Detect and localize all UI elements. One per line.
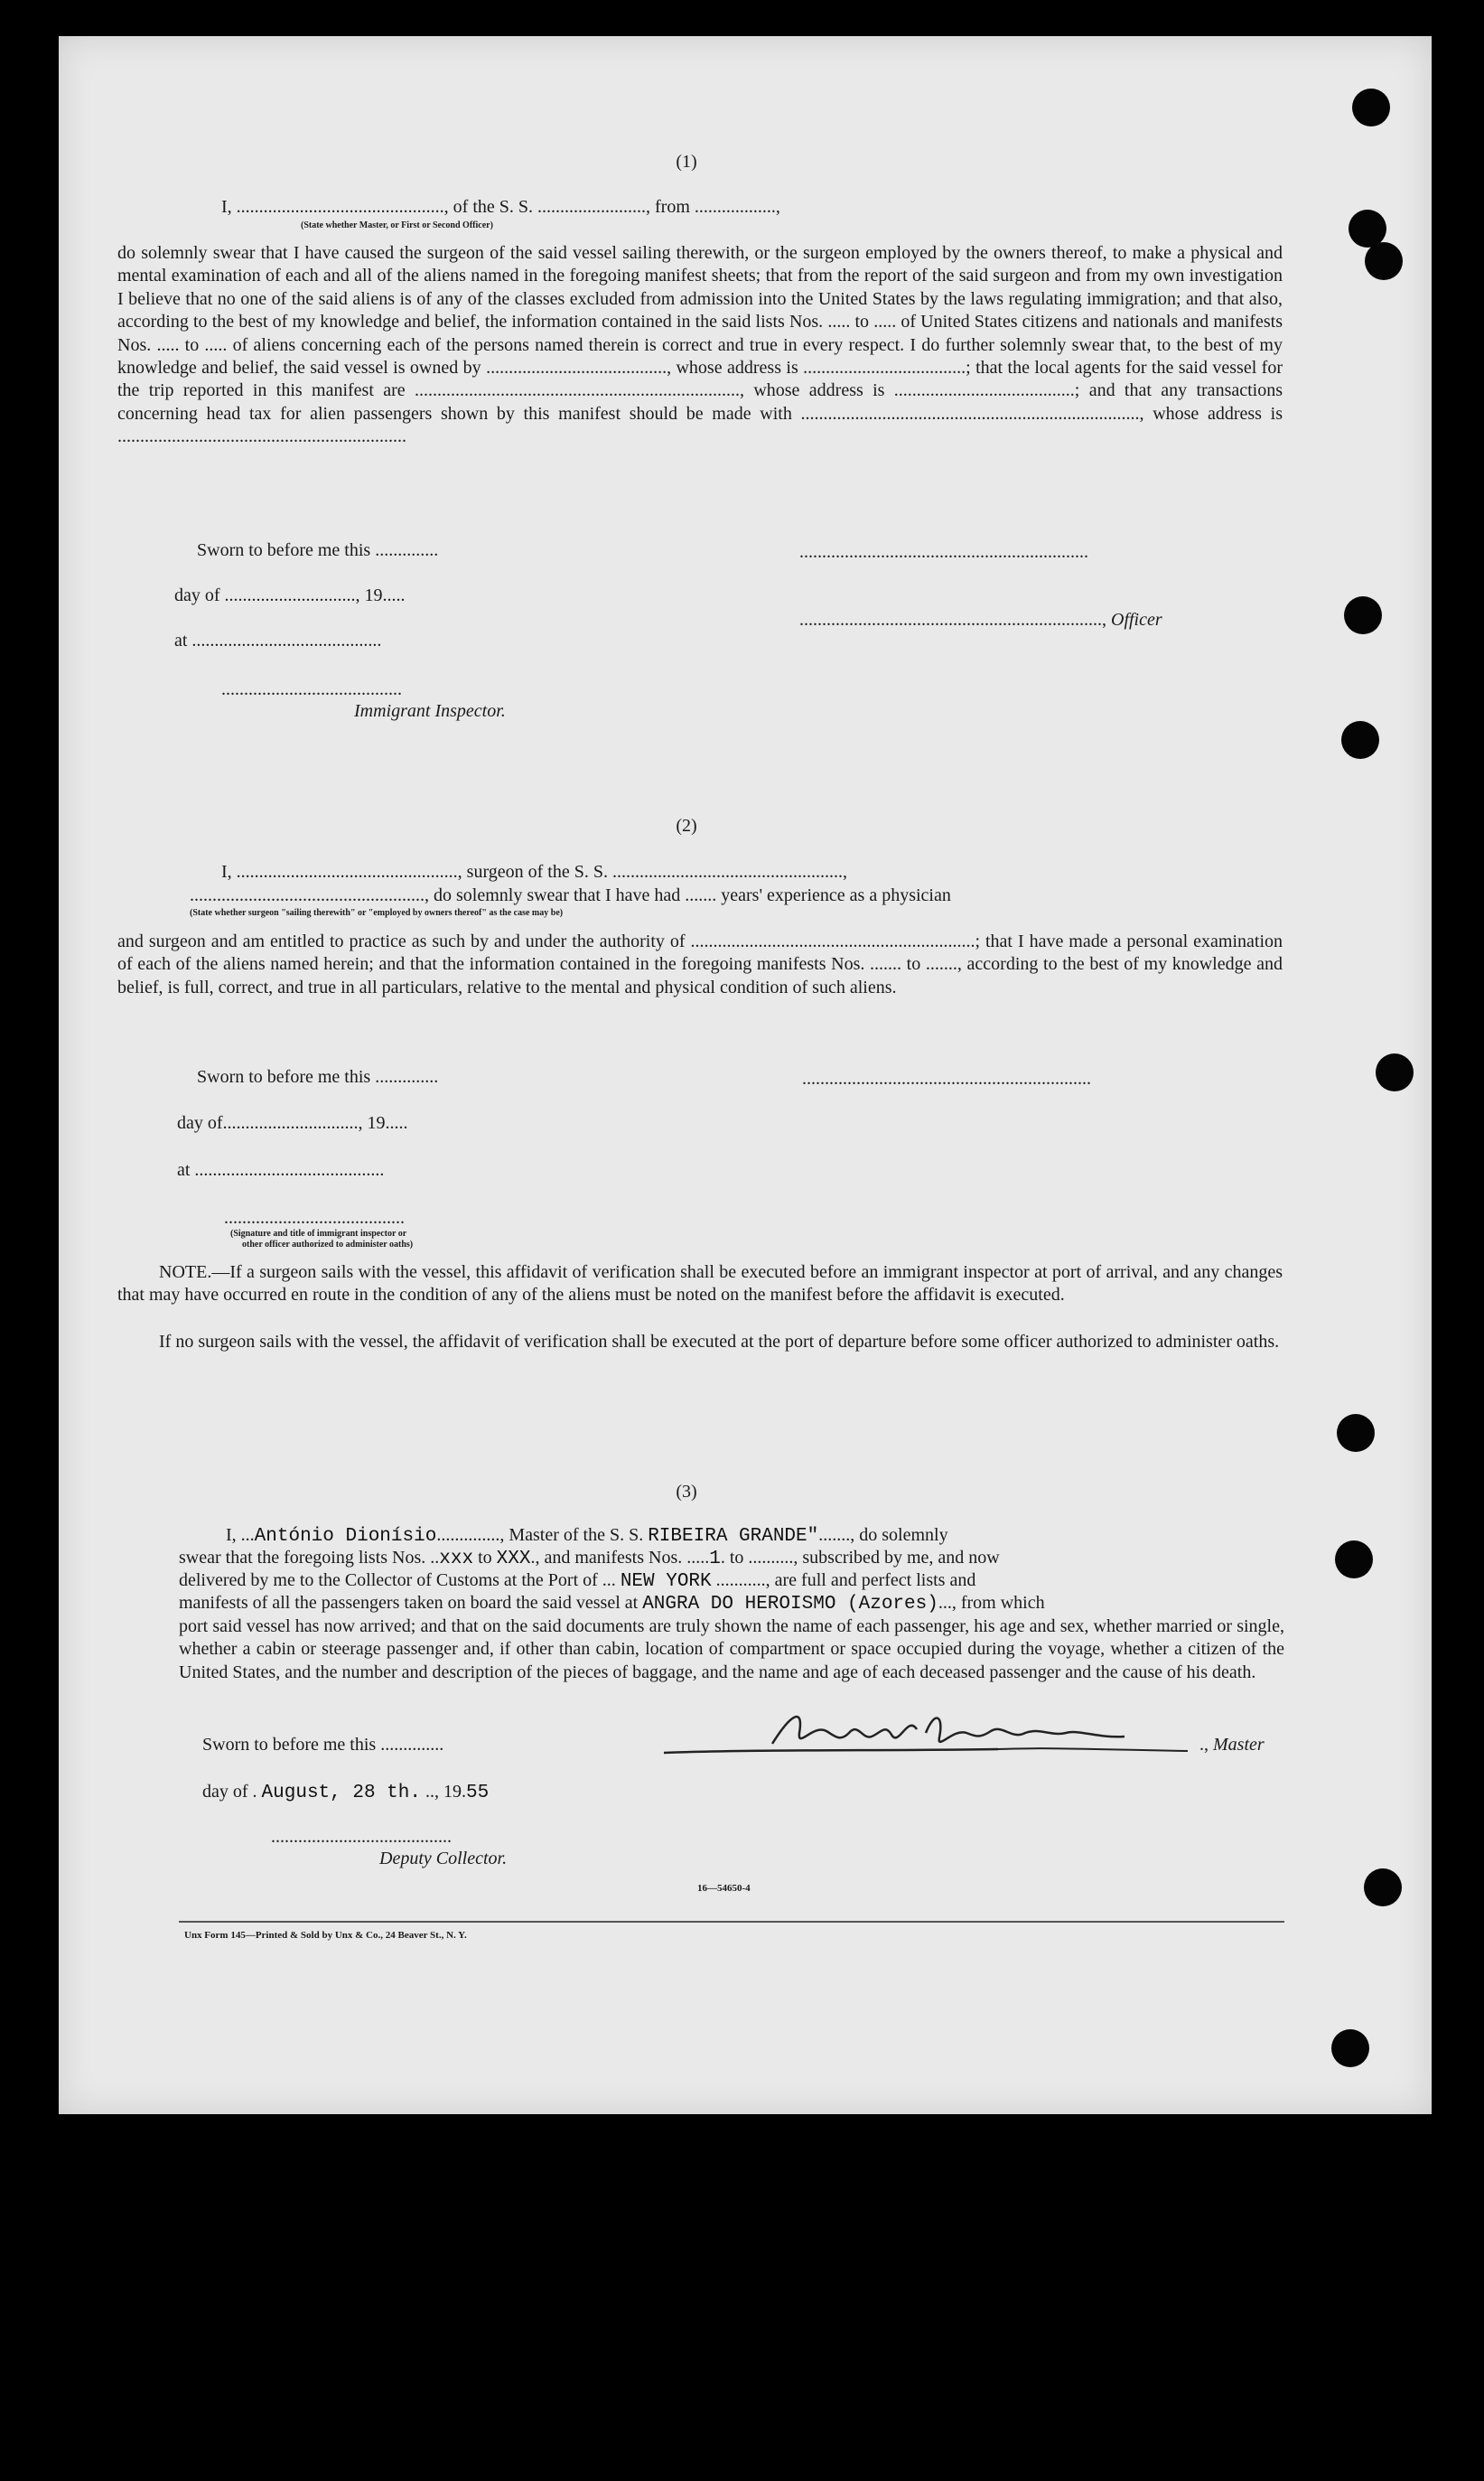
section1-at: at .......................................... (174, 631, 382, 651)
lists-from-field: xxx (439, 1549, 474, 1569)
section3-master-line: ., Master (1199, 1735, 1265, 1755)
punch-hole (1337, 1414, 1375, 1452)
section1-oath-text: do solemnly swear that I have caused the surgeon of the said vessel sailing therewith, or the surgeon employed by the owners thereof, to make a physical and mental examination of each and all of the aliens named in the foregoing manifest sheets; that from the report of the said surgeon and from my own investigation I believe that no one of the said aliens is of any of the classes excluded from admission into the United States by the laws regulating immigration; and that also, according to the best of my knowledge and belief, the information contained in the said lists Nos. ..... to ..... of United States citizens and nationals and manifests Nos. ..... to ..... of aliens concerning each of the persons named therein is correct and true in every respect. I do further solemnly swear that, to the best of my knowledge and belief, the said vessel is owned by ........................................, whose address is ....................................; that the local agents for the said vessel for the trip reported in this manifest are ........................................................................, whose address is ........................................; and that any transactions concerning head tax for alien passengers shown by this manifest should be made with ..........................................................................., whose address is ................................................................ (117, 243, 1283, 447)
section3-sworn: Sworn to before me this .............. (202, 1735, 444, 1755)
section1-officer-label: Officer (1111, 610, 1162, 630)
manifest-from-field: 1 (709, 1549, 721, 1569)
punch-hole (1364, 1868, 1402, 1906)
section3-collector-label: Deputy Collector. (379, 1849, 508, 1868)
section3-number: (3) (676, 1482, 697, 1502)
ship-name-field: RIBEIRA GRANDE" (648, 1526, 819, 1547)
day-year-field: 55 (465, 1783, 490, 1803)
section1-day: day of ............................., 19..... (174, 585, 406, 605)
departure-port-field: ANGRA DO HEROISMO (Azores) (642, 1594, 938, 1615)
section3-line3: delivered by me to the Collector of Customs at the Port of ... NEW YORK ..........., are full and perfect lists and (179, 1570, 976, 1592)
form-code: 16—54650-4 (697, 1883, 751, 1894)
lists-to-field: XXX (496, 1549, 531, 1569)
section1-inspector-label: Immigrant Inspector. (354, 701, 506, 721)
section2-note-2 (117, 1331, 1283, 1353)
punch-hole (1331, 2029, 1369, 2067)
section2-signature-dots: ................................................................ (802, 1069, 1091, 1089)
section2-line2-note: (State whether surgeon "sailing therewith" or "employed by owners thereof" as the case may be) (190, 908, 564, 918)
section2-note-1-text: NOTE.—If a surgeon sails with the vessel, this affidavit of verification shall be executed before an immigrant inspector at port of arrival, and any changes that may have occurred en route in the condition of any of the aliens must be noted on the manifest before the affidavit is executed. (117, 1262, 1283, 1306)
footer-rule (179, 1921, 1284, 1923)
section2-line1: I, ................................................., surgeon of the S. S. ..................................................., (221, 862, 847, 882)
section1-line1: I, .............................................., of the S. S. ........................, from .................., (221, 197, 780, 217)
punch-hole (1365, 242, 1403, 280)
section2-sworn: Sworn to before me this .............. (197, 1067, 439, 1087)
section2-oath-text: and surgeon and am entitled to practice as such by and under the authority of ...............................................................; that I have made a personal examination of each of the aliens named herein; and that the information contained in the foregoing manifests Nos. ....... to ......., according to the best of my knowledge and belief, is full, correct, and true in all particulars, relative to the mental and physical condition of such aliens. (117, 932, 1283, 997)
section1-officer-line (799, 610, 1162, 631)
section1-line1-note: (State whether Master, or First or Second Officer) (301, 220, 493, 230)
day-month-field: August, 28 th. (261, 1783, 421, 1803)
punch-hole (1335, 1540, 1373, 1578)
section2-inspector-note-2: other officer authorized to administer oaths) (242, 1240, 414, 1250)
port-field: NEW YORK (620, 1571, 712, 1592)
punch-hole (1376, 1053, 1414, 1091)
punch-hole (1344, 596, 1382, 634)
section2-at: at .......................................... (177, 1160, 385, 1180)
punch-hole (1352, 89, 1390, 126)
section2-inspector-dots: ........................................ (224, 1208, 405, 1228)
footer-printer: Unx Form 145—Printed & Sold by Unx & Co., 24 Beaver St., N. Y. (184, 1930, 467, 1941)
master-signature (655, 1697, 1197, 1769)
section1-signature-dots: ................................................................ (799, 542, 1088, 562)
section3-master-label: Master (1213, 1735, 1265, 1755)
section1-inspector-dots: ........................................ (221, 679, 402, 699)
punch-hole (1341, 721, 1379, 759)
section3-line1: I, ...António Dionísio.............., Master of the S. S. RIBEIRA GRANDE"......., do solemnly (226, 1525, 948, 1547)
section3-oath-text: port said vessel has now arrived; and that on the said documents are truly shown the name of each passenger, his age and sex, whether married or single, whether a cabin or steerage passenger and, if other than cabin, location of compartment or space occupied during the voyage, whether a citizen of the United States, and the number and description of the pieces of baggage, and the name and age of each deceased passenger and the cause of his death. (179, 1616, 1284, 1682)
section3-line4: manifests of all the passengers taken on board the said vessel at ANGRA DO HEROISMO (Azores)..., from which (179, 1593, 1045, 1615)
section2-note-2-text: If no surgeon sails with the vessel, the affidavit of verification shall be executed at the port of departure before some officer authorized to administer oaths. (159, 1332, 1280, 1352)
section1-officer-dots: ..................................................................., (799, 610, 1111, 630)
section2-line2: ...................................................., do solemnly swear that I have had ....... years' experience as a physician (190, 885, 951, 905)
section3-collector-dots: ........................................ (271, 1827, 452, 1847)
section2-day: day of.............................., 19..... (177, 1113, 408, 1133)
section2-inspector-note-1: (Signature and title of immigrant inspector or (230, 1229, 407, 1239)
section3-day: day of . August, 28 th. .., 19.55 (202, 1782, 490, 1803)
section2-number: (2) (676, 816, 697, 836)
section1-sworn: Sworn to before me this .............. (197, 540, 439, 560)
section2-note-1 (117, 1261, 1283, 1307)
master-name-field: António Dionísio (254, 1526, 437, 1547)
section1-number: (1) (676, 152, 697, 172)
section3-line2: swear that the foregoing lists Nos. ..xxx to XXX., and manifests Nos. .....1. to .........., subscribed by me, and now (179, 1548, 1000, 1569)
